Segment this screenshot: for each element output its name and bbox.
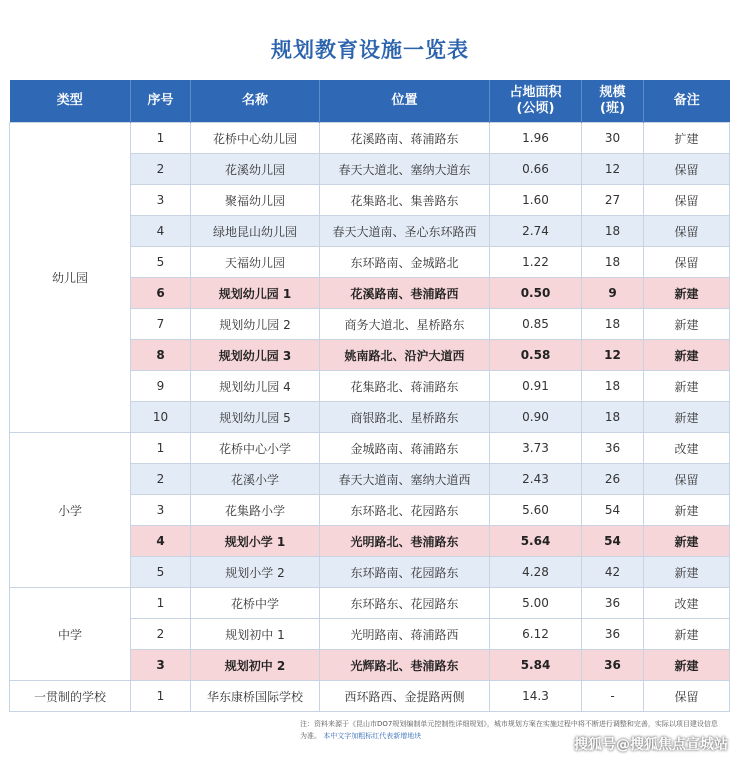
cell-location: 东环路北、花园路东	[320, 495, 490, 526]
cell-scale: 30	[582, 123, 644, 154]
cell-area: 0.58	[490, 340, 582, 371]
cell-note: 新建	[644, 557, 730, 588]
cell-note: 保留	[644, 216, 730, 247]
cell-location: 光明路南、蒋浦路西	[320, 619, 490, 650]
cell-location: 春天大道南、圣心东环路西	[320, 216, 490, 247]
cell-note: 保留	[644, 154, 730, 185]
cell-name: 规划小学 1	[191, 526, 320, 557]
cell-note: 保留	[644, 247, 730, 278]
cell-no: 3	[131, 185, 191, 216]
cell-location: 花溪路南、巷浦路西	[320, 278, 490, 309]
col-header-scale: 规模 (班)	[582, 80, 644, 123]
group-primary-school: 小学	[10, 433, 131, 588]
cell-scale: 18	[582, 247, 644, 278]
cell-scale: 18	[582, 216, 644, 247]
cell-no: 3	[131, 650, 191, 681]
cell-area: 1.96	[490, 123, 582, 154]
cell-no: 1	[131, 588, 191, 619]
cell-area: 3.73	[490, 433, 582, 464]
cell-scale: 12	[582, 340, 644, 371]
cell-note: 扩建	[644, 123, 730, 154]
cell-name: 天福幼儿园	[191, 247, 320, 278]
cell-scale: 26	[582, 464, 644, 495]
cell-note: 新建	[644, 340, 730, 371]
cell-area: 5.00	[490, 588, 582, 619]
cell-name: 花溪幼儿园	[191, 154, 320, 185]
cell-no: 2	[131, 154, 191, 185]
cell-area: 0.50	[490, 278, 582, 309]
watermark: 搜狐号@搜狐焦点宣城站	[574, 737, 728, 753]
cell-name: 华东康桥国际学校	[191, 681, 320, 712]
cell-scale: 54	[582, 526, 644, 557]
cell-no: 9	[131, 371, 191, 402]
cell-name: 规划初中 2	[191, 650, 320, 681]
col-header-location: 位置	[320, 80, 490, 123]
cell-area: 1.22	[490, 247, 582, 278]
cell-name: 花桥中心幼儿园	[191, 123, 320, 154]
cell-scale: 18	[582, 402, 644, 433]
col-header-name: 名称	[191, 80, 320, 123]
cell-area: 2.74	[490, 216, 582, 247]
cell-location: 商务大道北、星桥路东	[320, 309, 490, 340]
cell-area: 0.85	[490, 309, 582, 340]
cell-location: 东环路南、花园路东	[320, 557, 490, 588]
cell-scale: 27	[582, 185, 644, 216]
cell-note: 保留	[644, 185, 730, 216]
table-row	[10, 588, 730, 619]
cell-name: 规划幼儿园 4	[191, 371, 320, 402]
footnote-text: 注：资料来源于《昆山市DO7规划编制单元控制性详细规划》，城市规划方案在实施过程中将不断进行调整和完善，实际以项目建设信息为准。	[300, 720, 718, 740]
cell-no: 1	[131, 681, 191, 712]
cell-no: 1	[131, 123, 191, 154]
cell-location: 姚南路北、沿沪大道西	[320, 340, 490, 371]
cell-location: 西环路西、金提路两侧	[320, 681, 490, 712]
cell-name: 规划幼儿园 1	[191, 278, 320, 309]
cell-scale: 36	[582, 619, 644, 650]
page-title: 规划教育设施一览表	[271, 38, 469, 62]
cell-location: 东环路南、金城路北	[320, 247, 490, 278]
cell-scale: 36	[582, 650, 644, 681]
col-header-area: 占地面积 (公顷)	[490, 80, 582, 123]
cell-location: 花集路北、蒋浦路东	[320, 371, 490, 402]
cell-area: 0.66	[490, 154, 582, 185]
footnote-blue-text: 本中文字加粗标红代表新增地块	[323, 732, 422, 740]
table-row	[10, 681, 730, 712]
cell-no: 4	[131, 216, 191, 247]
cell-no: 8	[131, 340, 191, 371]
cell-name: 规划幼儿园 3	[191, 340, 320, 371]
cell-name: 花溪小学	[191, 464, 320, 495]
cell-note: 改建	[644, 588, 730, 619]
cell-area: 5.60	[490, 495, 582, 526]
cell-note: 新建	[644, 371, 730, 402]
cell-note: 新建	[644, 278, 730, 309]
cell-location: 光明路北、巷浦路东	[320, 526, 490, 557]
cell-area: 5.84	[490, 650, 582, 681]
cell-scale: 54	[582, 495, 644, 526]
cell-area: 5.64	[490, 526, 582, 557]
cell-no: 10	[131, 402, 191, 433]
cell-location: 春天大道南、塞纳大道西	[320, 464, 490, 495]
cell-scale: 36	[582, 433, 644, 464]
cell-name: 规划幼儿园 2	[191, 309, 320, 340]
education-facilities-table	[9, 80, 730, 712]
cell-scale: -	[582, 681, 644, 712]
cell-note: 保留	[644, 464, 730, 495]
group-kindergarten: 幼儿园	[10, 123, 131, 433]
cell-name: 规划小学 2	[191, 557, 320, 588]
col-header-note: 备注	[644, 80, 730, 123]
cell-scale: 9	[582, 278, 644, 309]
cell-note: 新建	[644, 526, 730, 557]
group-integrated-school: 一贯制的学校	[10, 681, 131, 712]
header-row	[10, 80, 730, 123]
cell-name: 花桥中心小学	[191, 433, 320, 464]
cell-name: 规划初中 1	[191, 619, 320, 650]
cell-location: 金城路南、蒋浦路东	[320, 433, 490, 464]
cell-scale: 42	[582, 557, 644, 588]
cell-note: 新建	[644, 309, 730, 340]
cell-location: 花溪路南、蒋浦路东	[320, 123, 490, 154]
cell-note: 新建	[644, 402, 730, 433]
cell-area: 2.43	[490, 464, 582, 495]
col-header-type: 类型	[10, 80, 131, 123]
cell-no: 2	[131, 464, 191, 495]
cell-area: 1.60	[490, 185, 582, 216]
cell-name: 规划幼儿园 5	[191, 402, 320, 433]
cell-no: 5	[131, 557, 191, 588]
cell-scale: 18	[582, 371, 644, 402]
cell-location: 春天大道北、塞纳大道东	[320, 154, 490, 185]
cell-note: 保留	[644, 681, 730, 712]
cell-location: 商银路北、星桥路东	[320, 402, 490, 433]
cell-note: 新建	[644, 650, 730, 681]
cell-no: 6	[131, 278, 191, 309]
cell-note: 改建	[644, 433, 730, 464]
cell-no: 2	[131, 619, 191, 650]
cell-no: 7	[131, 309, 191, 340]
cell-name: 花集路小学	[191, 495, 320, 526]
cell-location: 花集路北、集善路东	[320, 185, 490, 216]
col-header-no: 序号	[131, 80, 191, 123]
cell-note: 新建	[644, 495, 730, 526]
cell-no: 5	[131, 247, 191, 278]
cell-no: 3	[131, 495, 191, 526]
cell-note: 新建	[644, 619, 730, 650]
cell-area: 6.12	[490, 619, 582, 650]
cell-no: 1	[131, 433, 191, 464]
table-row	[10, 123, 730, 154]
cell-no: 4	[131, 526, 191, 557]
cell-location: 光辉路北、巷浦路东	[320, 650, 490, 681]
table-row	[10, 433, 730, 464]
cell-name: 绿地昆山幼儿园	[191, 216, 320, 247]
cell-name: 花桥中学	[191, 588, 320, 619]
cell-scale: 36	[582, 588, 644, 619]
cell-scale: 18	[582, 309, 644, 340]
cell-area: 14.3	[490, 681, 582, 712]
cell-area: 4.28	[490, 557, 582, 588]
group-middle-school: 中学	[10, 588, 131, 681]
cell-area: 0.91	[490, 371, 582, 402]
cell-location: 东环路东、花园路东	[320, 588, 490, 619]
cell-name: 聚福幼儿园	[191, 185, 320, 216]
cell-scale: 12	[582, 154, 644, 185]
cell-area: 0.90	[490, 402, 582, 433]
